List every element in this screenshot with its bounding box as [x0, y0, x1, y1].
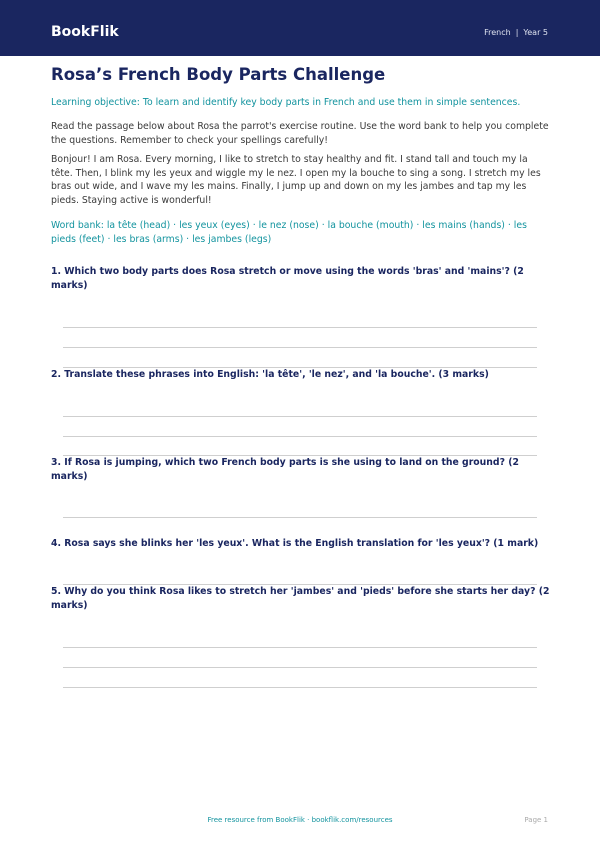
word-bank: Word bank: la tête (head) · les yeux (eyes) · le nez (nose) · la bouche (mouth) · les mains (hands) · les pieds (feet) · les bras (arms) · les jambes (legs) — [51, 220, 527, 245]
page-title: Rosa’s French Body Parts Challenge — [51, 65, 386, 84]
footer-text: Free resource from BookFlik · bookflik.com/resources — [207, 816, 393, 824]
question-5: 5. Why do you think Rosa likes to stretch her 'jambes' and 'pieds' before she starts her day? (2 marks) — [51, 586, 550, 611]
answer-line[interactable] — [63, 327, 537, 328]
answer-line[interactable] — [63, 667, 537, 668]
learning-objective: Learning objective: To learn and identify key body parts in French and use them in simple sentences. — [51, 97, 521, 108]
meta-separator: | — [515, 28, 519, 37]
question-1: 1. Which two body parts does Rosa stretch or move using the words 'bras' and 'mains'? (2 marks) — [51, 266, 524, 291]
answer-line[interactable] — [63, 347, 537, 348]
answer-line[interactable] — [63, 687, 537, 688]
question-3: 3. If Rosa is jumping, which two French body parts is she using to land on the ground? (2 marks) — [51, 457, 519, 482]
header-meta — [484, 27, 548, 39]
answer-line[interactable] — [63, 517, 537, 518]
answer-line[interactable] — [63, 436, 537, 437]
answer-line[interactable] — [63, 416, 537, 417]
page-number: Page 1 — [524, 816, 548, 824]
question-2: 2. Translate these phrases into English: 'la tête', 'le nez', and 'la bouche'. (3 marks) — [51, 369, 489, 380]
header-bar — [0, 0, 600, 56]
answer-line[interactable] — [63, 647, 537, 648]
passage-text: Bonjour! I am Rosa. Every morning, I like to stretch to stay healthy and fit. I stand tall and touch my la tête. Then, I blink my les yeux and wiggle my le nez. I open my la bouche to sing a song. I stretch my les bras out wide, and I wave my les mains. Finally, I jump up and down on my les jambes and tap my les pieds. Staying active is wonderful! — [51, 154, 541, 206]
subject-label: French — [484, 28, 511, 37]
instructions-text: Read the passage below about Rosa the parrot's exercise routine. Use the word bank to help you complete the questions. Remember to check your spellings carefully! — [51, 121, 549, 146]
brand-logo-text: BookFlik — [51, 24, 119, 40]
year-label: Year 5 — [523, 28, 548, 37]
question-4: 4. Rosa says she blinks her 'les yeux'. What is the English translation for 'les yeux'? (1 mark) — [51, 538, 539, 549]
